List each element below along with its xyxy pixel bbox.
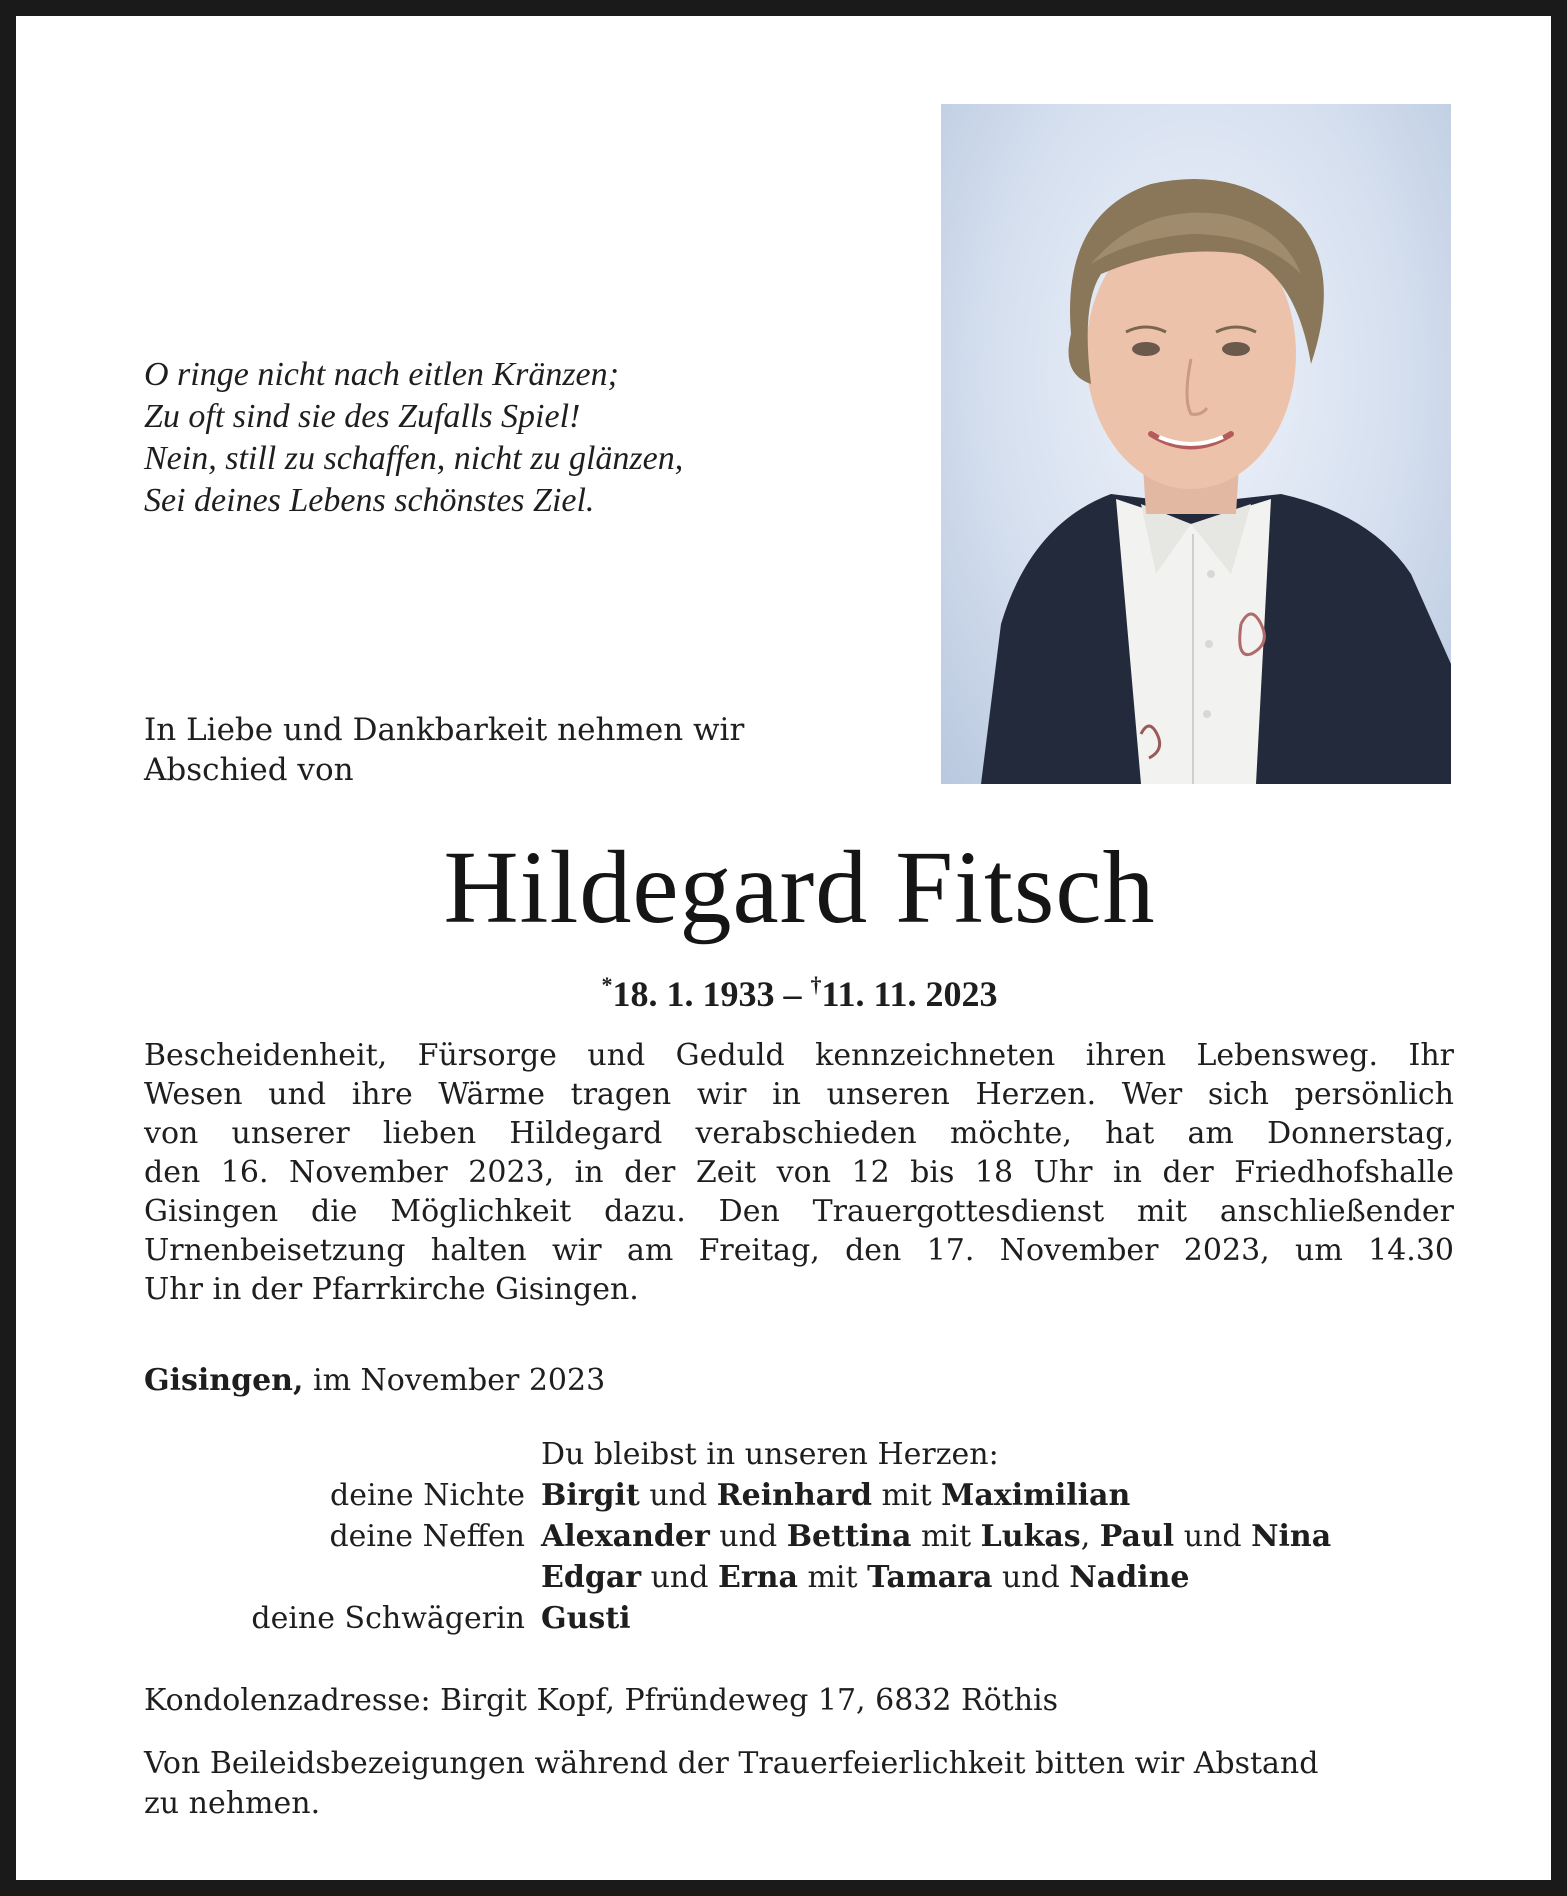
mourner-name: Birgit — [541, 1478, 640, 1513]
connector: und — [641, 1560, 718, 1595]
note-line: zu nehmen. — [144, 1786, 321, 1821]
life-dates — [16, 963, 1567, 1016]
poem-line: Nein, still zu schaffen, nicht zu glänzen, — [144, 440, 684, 477]
connector: und — [709, 1519, 787, 1554]
relation-label: deine Schwägerin — [251, 1601, 525, 1636]
place-date: im November 2023 — [303, 1363, 606, 1398]
connector: mit — [911, 1519, 981, 1554]
mourner-row-neffen-2 — [144, 1557, 1454, 1598]
mourner-name: Edgar — [541, 1560, 642, 1595]
mourner-row-nichte — [144, 1475, 1454, 1516]
death-cross-symbol: † — [810, 972, 822, 997]
mourners-list — [144, 1434, 1454, 1639]
mourner-names — [541, 1557, 1189, 1598]
deceased-name: Hildegard Fitsch — [443, 830, 1156, 945]
connector: mit — [871, 1478, 942, 1513]
relation-label: deine Neffen — [329, 1519, 525, 1554]
mourner-name: Reinhard — [716, 1478, 872, 1513]
text-line: Wesen und ihre Wärme tragen wir in unseren Herzen. Wer sich persönlich — [144, 1077, 1454, 1112]
mourners-heading-row — [144, 1434, 1454, 1475]
mourners-heading: Du bleibst in unseren Herzen: — [541, 1437, 999, 1472]
mourner-name: Erna — [718, 1560, 798, 1595]
mourner-name: Tamara — [867, 1560, 993, 1595]
intro-line: In Liebe und Dankbarkeit nehmen wir — [144, 712, 745, 748]
text-line: Urnenbeisetzung halten wir am Freitag, den 17. November 2023, um 14.30 — [144, 1233, 1454, 1268]
mourner-names — [541, 1516, 1331, 1557]
text-line: Uhr in der Pfarrkirche Gisingen. — [144, 1272, 639, 1307]
connector: und — [1174, 1519, 1252, 1554]
place-and-date — [144, 1361, 605, 1401]
mourner-name: Lukas — [980, 1519, 1081, 1554]
connector: und — [639, 1478, 717, 1513]
text-line: von unserer lieben Hildegard verabschieden möchte, hat am Donnerstag, — [144, 1116, 1454, 1151]
poem-line: Zu oft sind sie des Zufalls Spiel! — [144, 398, 581, 435]
mourner-name: Nadine — [1069, 1560, 1190, 1595]
mourner-names — [541, 1598, 631, 1639]
connector: , — [1080, 1519, 1100, 1554]
date-separator: – — [774, 974, 811, 1014]
portrait-photo — [941, 104, 1451, 784]
mourner-row-schwaegerin — [144, 1598, 1454, 1639]
mourner-name: Maximilian — [941, 1478, 1131, 1513]
condolence-note — [144, 1744, 1454, 1824]
text-line: Bescheidenheit, Fürsorge und Geduld kennzeichneten ihren Lebensweg. Ihr — [144, 1038, 1454, 1073]
relation-label: deine Nichte — [330, 1478, 525, 1513]
mourner-name: Alexander — [541, 1519, 710, 1554]
mourner-names — [541, 1475, 1130, 1516]
connector: und — [992, 1560, 1070, 1595]
mourner-name: Paul — [1099, 1519, 1175, 1554]
poem-line: O ringe nicht nach eitlen Kränzen; — [144, 356, 619, 393]
poem — [144, 354, 824, 522]
birth-date: 18. 1. 1933 — [612, 974, 775, 1014]
death-date: 11. 11. 2023 — [821, 974, 998, 1014]
poem-line: Sei deines Lebens schönstes Ziel. — [144, 482, 595, 519]
mourner-row-neffen — [144, 1516, 1454, 1557]
text-line: den 16. November 2023, in der Zeit von 12 bis 18 Uhr in der Friedhofshalle — [144, 1155, 1454, 1190]
condolence-address: Kondolenzadresse: Birgit Kopf, Pfründeweg 17, 6832 Röthis — [144, 1683, 1059, 1718]
birth-star-symbol: * — [601, 972, 613, 997]
place-town: Gisingen, — [144, 1363, 304, 1398]
note-line: Von Beileidsbezeigungen während der Trauerfeierlichkeit bitten wir Abstand — [144, 1746, 1319, 1781]
intro-line: Abschied von — [144, 752, 354, 788]
announcement-text — [144, 1036, 1454, 1309]
mourner-name: Nina — [1251, 1519, 1332, 1554]
farewell-intro — [144, 710, 864, 790]
mourner-name: Bettina — [786, 1519, 912, 1554]
mourner-name: Gusti — [541, 1601, 631, 1636]
connector: mit — [797, 1560, 868, 1595]
text-line: Gisingen die Möglichkeit dazu. Den Trauergottesdienst mit anschließender — [144, 1194, 1454, 1229]
